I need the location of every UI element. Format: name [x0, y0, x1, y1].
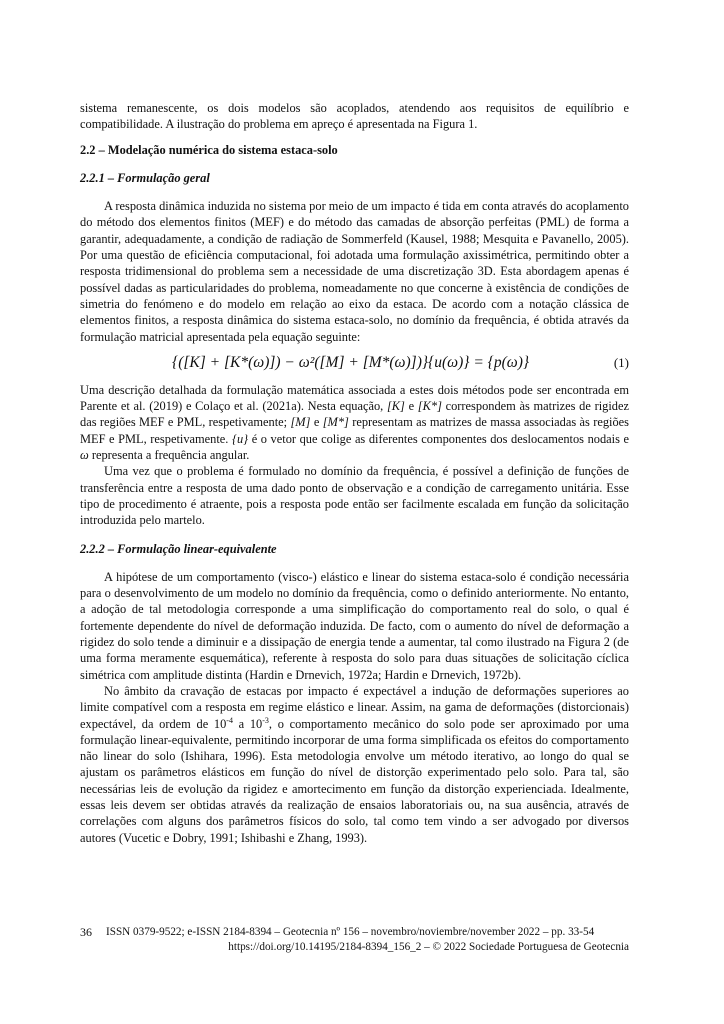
symbol-m: [M]: [290, 415, 311, 430]
equation-number: (1): [613, 354, 629, 370]
symbol-k: [K]: [386, 399, 405, 414]
symbol-omega: ω: [80, 448, 89, 463]
symbol-m-star: [M*]: [322, 415, 349, 430]
footer-doi: https://doi.org/10.14195/2184-8394_156_2 – © 2022 Sociedade Portuguesa de Geotecnia: [228, 941, 629, 953]
footer-issn: ISSN 0379-9522; e-ISSN 2184-8394 – Geotecnia nº 156 – novembro/noviembre/november 2022 – pp. 33-54: [106, 926, 595, 938]
equation-1: [80, 350, 629, 376]
equation-body: {([K] + [K*(ω)]) − ω²([M] + [M*(ω)])}{u(ω)} = {p(ω)}: [172, 353, 530, 371]
symbol-u: {u}: [232, 431, 249, 446]
paragraph-viscoelastic: A hipótese de um comportamento (visco-) elástico e linear do sistema estaca-solo é condição necessária para o desenvolvimento de um modelo no domínio da frequência, como o definido anteriormente. No entanto, a adoção de tal metodologia corresponde a uma simplificação do comportamento real do solo, o qual é fortemente dependente do nível de deformação induzida. De facto, com o aumento do nível de deformação a rigidez do solo tende a diminuir e a dissipação de energia tende a aumentar, tal como ilustrado na Figura 2 (de uma forma meramente esquemática), referente à resposta do solo para duas situações de solicitação cíclica simétrica com amplitude distinta (Hardin e Drnevich, 1972a; Hardin e Drnevich, 1972b).: [80, 569, 629, 682]
paragraph-description: Uma descrição detalhada da formulação matemática associada a estes dois métodos pode ser encontrada em Parente et al. (2019) e Colaço et al. (2021a). Nesta equação, [K] e [K*] correspondem às matrizes de rigidez das regiões MEF e PML, respetivamente; [M] e [M*] representam as matrizes de massa associadas às regiões MEF e PML, respetivamente. {u} é o vetor que colige as diferentes componentes dos deslocamentos nodais e ω representa a frequência angular.: [80, 382, 630, 463]
page-body: [80, 100, 629, 846]
subsection-heading-2-2-2: 2.2.2 – Formulação linear-equivalente: [80, 541, 277, 556]
symbol-k-star: [K*]: [417, 399, 442, 414]
paragraph-linear-equivalent: No âmbito da cravação de estacas por impacto é expectável a indução de deformações superiores ao limite compatível com a resposta em regime elástico e linear. Assim, na gama de deformações (distorcionais) expectável, da ordem de $10^{-4}$ a $10^{-3}$, o comportamento mecânico do solo pode ser aproximado por uma formulação linear-equivalente, permitindo incorporar de uma forma simplificada os efeitos do comportamento não linear do solo (Ishihara, 1996). Esta metodologia envolve um método iterativo, ao longo do qual se ajustam os parâmetros elásticos em função do nível de distorção experimentado pelo solo. Para tal, são necessárias leis de evolução da rigidez e amortecimento em função da distorção experienciada. Idealmente, essas leis devem ser obtidas através da realização de ensaios laboratoriais ou, na sua ausência, através de correlações com alguns dos parâmetros físicos do solo, tal como tem vindo a ser advogado por diversos autores (Vucetic e Dobry, 1991; Ishibashi e Zhang, 1993).: [80, 683, 629, 845]
paragraph-transfer-functions: Uma vez que o problema é formulado no domínio da frequência, é possível a definição de funções de transferência entre a resposta de uma dado ponto de observação e a condição de carregamento unitária. Esse tipo de procedimento é atraente, pois a resposta pode então ser facilmente escalada em função da solicitação introduzida pelo martelo.: [80, 464, 629, 528]
paragraph-formulation: A resposta dinâmica induzida no sistema por meio de um impacto é tida em conta através do acoplamento do método dos elementos finitos (MEF) e do método das camadas de absorção perfeitas (PML) de forma a garantir, adequadamente, a condição de radiação de Sommerfeld (Kausel, 1988; Mesquita e Pavanello, 2005). Por uma questão de eficiência computacional, foi adotada uma formulação axissimétrica, permitindo obter a resposta tridimensional do problema sem a necessidade de uma discretização 3D. Esta abordagem apenas é possível dadas as particularidades do problema, nomeadamente no que concerne à existência de condições de simetria do fenómeno e do modelo em relação ao eixo da estaca. De acordo com a notação clássica de elementos finitos, a resposta dinâmica do sistema estaca-solo, no domínio da frequência, é obtida através da formulação matricial apresentada pela equação seguinte:: [80, 199, 629, 344]
subsection-heading-2-2-1: 2.2.1 – Formulação geral: [80, 170, 210, 185]
page-number: 36: [80, 925, 92, 939]
section-heading-2-2: 2.2 – Modelação numérica do sistema estaca-solo: [80, 142, 338, 157]
paragraph-intro: sistema remanescente, os dois modelos são acoplados, atendendo aos requisitos de equilíbrio e compatibilidade. A ilustração do problema em apreço é apresentada na Figura 1.: [80, 101, 629, 132]
